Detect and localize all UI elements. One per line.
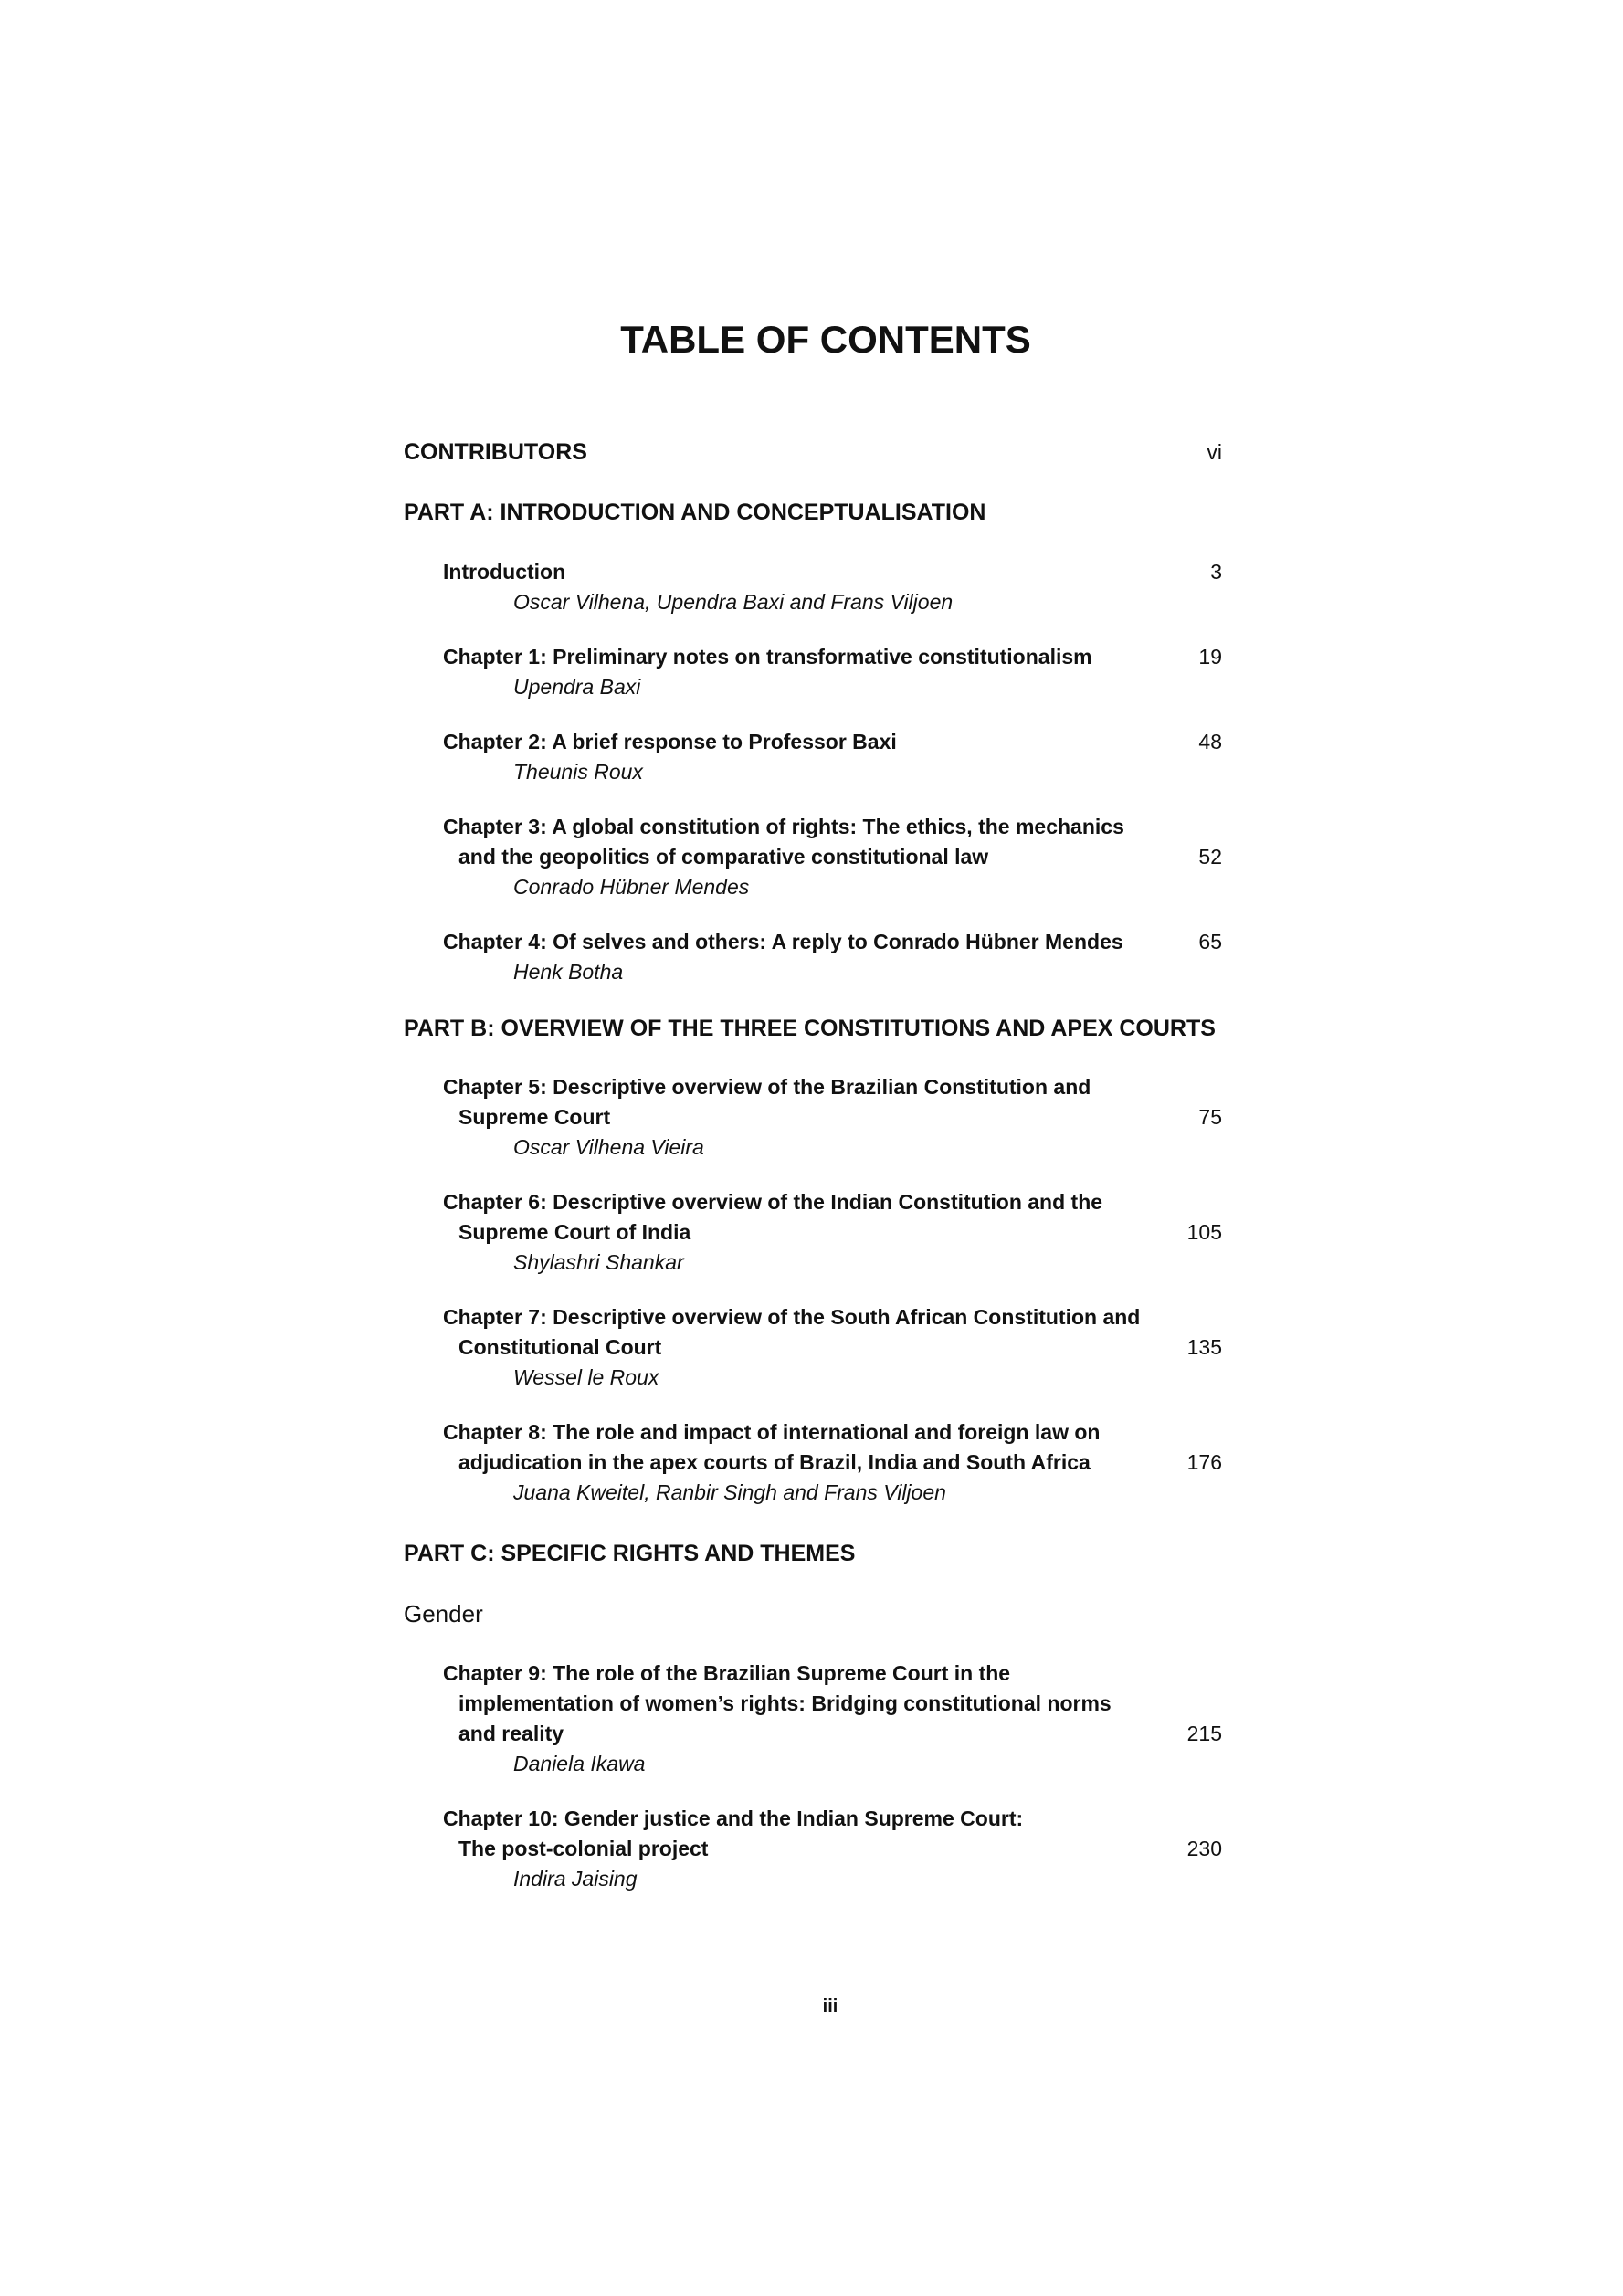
entry-page: 230 — [1186, 1837, 1222, 1860]
toc-entry-chapter-9 — [443, 1659, 1222, 1779]
entry-author: Oscar Vilhena, Upendra Baxi and Frans Viljoen — [513, 590, 954, 614]
entry-title: Chapter 2: A brief response to Professor Baxi — [443, 730, 897, 753]
part-b-heading: PART B: OVERVIEW OF THE THREE CONSTITUTIONS AND APEX COURTS — [404, 1016, 1216, 1041]
entry-title: Chapter 8: The role and impact of international and foreign law on — [443, 1420, 1101, 1444]
entry-title: Chapter 3: A global constitution of rights: The ethics, the mechanics — [443, 815, 1124, 838]
contributors-label: CONTRIBUTORS — [404, 439, 587, 465]
entry-author: Theunis Roux — [513, 760, 643, 784]
entry-title: Chapter 6: Descriptive overview of the Indian Constitution and the — [443, 1190, 1103, 1214]
entry-title: Chapter 1: Preliminary notes on transformative constitutionalism — [443, 645, 1092, 669]
toc-entry-chapter-7 — [443, 1302, 1222, 1393]
entry-author: Conrado Hübner Mendes — [513, 875, 750, 899]
entry-title: Chapter 9: The role of the Brazilian Supreme Court in the — [443, 1661, 1011, 1685]
entry-author: Oscar Vilhena Vieira — [513, 1135, 704, 1159]
entry-page: 48 — [1198, 730, 1222, 753]
entry-page: 75 — [1198, 1105, 1222, 1129]
entry-page: 3 — [1210, 560, 1222, 584]
section-subheading-gender: Gender — [404, 1600, 483, 1627]
entry-page: 215 — [1186, 1722, 1222, 1745]
toc-entry-chapter-3 — [443, 812, 1222, 902]
page-number: iii — [822, 1996, 838, 2017]
entry-title-continued: Constitutional Court — [458, 1335, 662, 1359]
entry-title: Chapter 10: Gender justice and the Indian Supreme Court: — [443, 1806, 1024, 1830]
part-c-heading: PART C: SPECIFIC RIGHTS AND THEMES — [404, 1541, 856, 1566]
toc-contributors — [404, 437, 1222, 468]
toc-entry-chapter-6 — [443, 1187, 1222, 1278]
page-title: TABLE OF CONTENTS — [620, 318, 1031, 361]
entry-title-continued: and the geopolitics of comparative constitutional law — [458, 845, 989, 869]
entry-author: Juana Kweitel, Ranbir Singh and Frans Viljoen — [513, 1480, 946, 1504]
entry-page: 135 — [1186, 1335, 1222, 1359]
entry-author: Henk Botha — [513, 960, 624, 984]
entry-page: 65 — [1198, 930, 1222, 953]
entry-author: Wessel le Roux — [513, 1365, 659, 1389]
entry-author: Indira Jaising — [513, 1867, 638, 1891]
entry-page: 176 — [1186, 1450, 1222, 1474]
entry-title: Chapter 5: Descriptive overview of the Brazilian Constitution and — [443, 1075, 1091, 1099]
entry-page: 19 — [1198, 645, 1222, 669]
entry-author: Shylashri Shankar — [513, 1250, 684, 1274]
entry-author: Daniela Ikawa — [513, 1752, 646, 1775]
entry-title: Chapter 7: Descriptive overview of the South African Constitution and — [443, 1305, 1141, 1329]
toc-entry-chapter-4 — [443, 927, 1222, 987]
entry-title-continued: adjudication in the apex courts of Brazil, India and South Africa — [458, 1450, 1091, 1474]
toc-entry-chapter-5 — [443, 1072, 1222, 1163]
entry-page: 105 — [1186, 1220, 1222, 1244]
entry-title-continued: Supreme Court of India — [458, 1220, 691, 1244]
entry-title: Chapter 4: Of selves and others: A reply to Conrado Hübner Mendes — [443, 930, 1123, 953]
toc-entry-introduction — [443, 557, 1222, 617]
toc-entry-chapter-2 — [443, 727, 1222, 787]
entry-page: 52 — [1198, 845, 1222, 869]
entry-title-continued: The post-colonial project — [458, 1837, 709, 1860]
entry-title-continued: and reality — [458, 1722, 564, 1745]
toc-entry-chapter-10 — [443, 1804, 1222, 1894]
entry-author: Upendra Baxi — [513, 675, 641, 699]
entry-title-continued: Supreme Court — [458, 1105, 611, 1129]
contributors-page: vi — [1207, 440, 1222, 464]
toc-entry-chapter-8 — [443, 1417, 1222, 1508]
entry-title: Introduction — [443, 560, 566, 584]
toc-entry-chapter-1 — [443, 642, 1222, 702]
entry-title-continued: implementation of women’s rights: Bridging constitutional norms — [458, 1691, 1112, 1715]
part-a-heading: PART A: INTRODUCTION AND CONCEPTUALISATION — [404, 500, 986, 525]
